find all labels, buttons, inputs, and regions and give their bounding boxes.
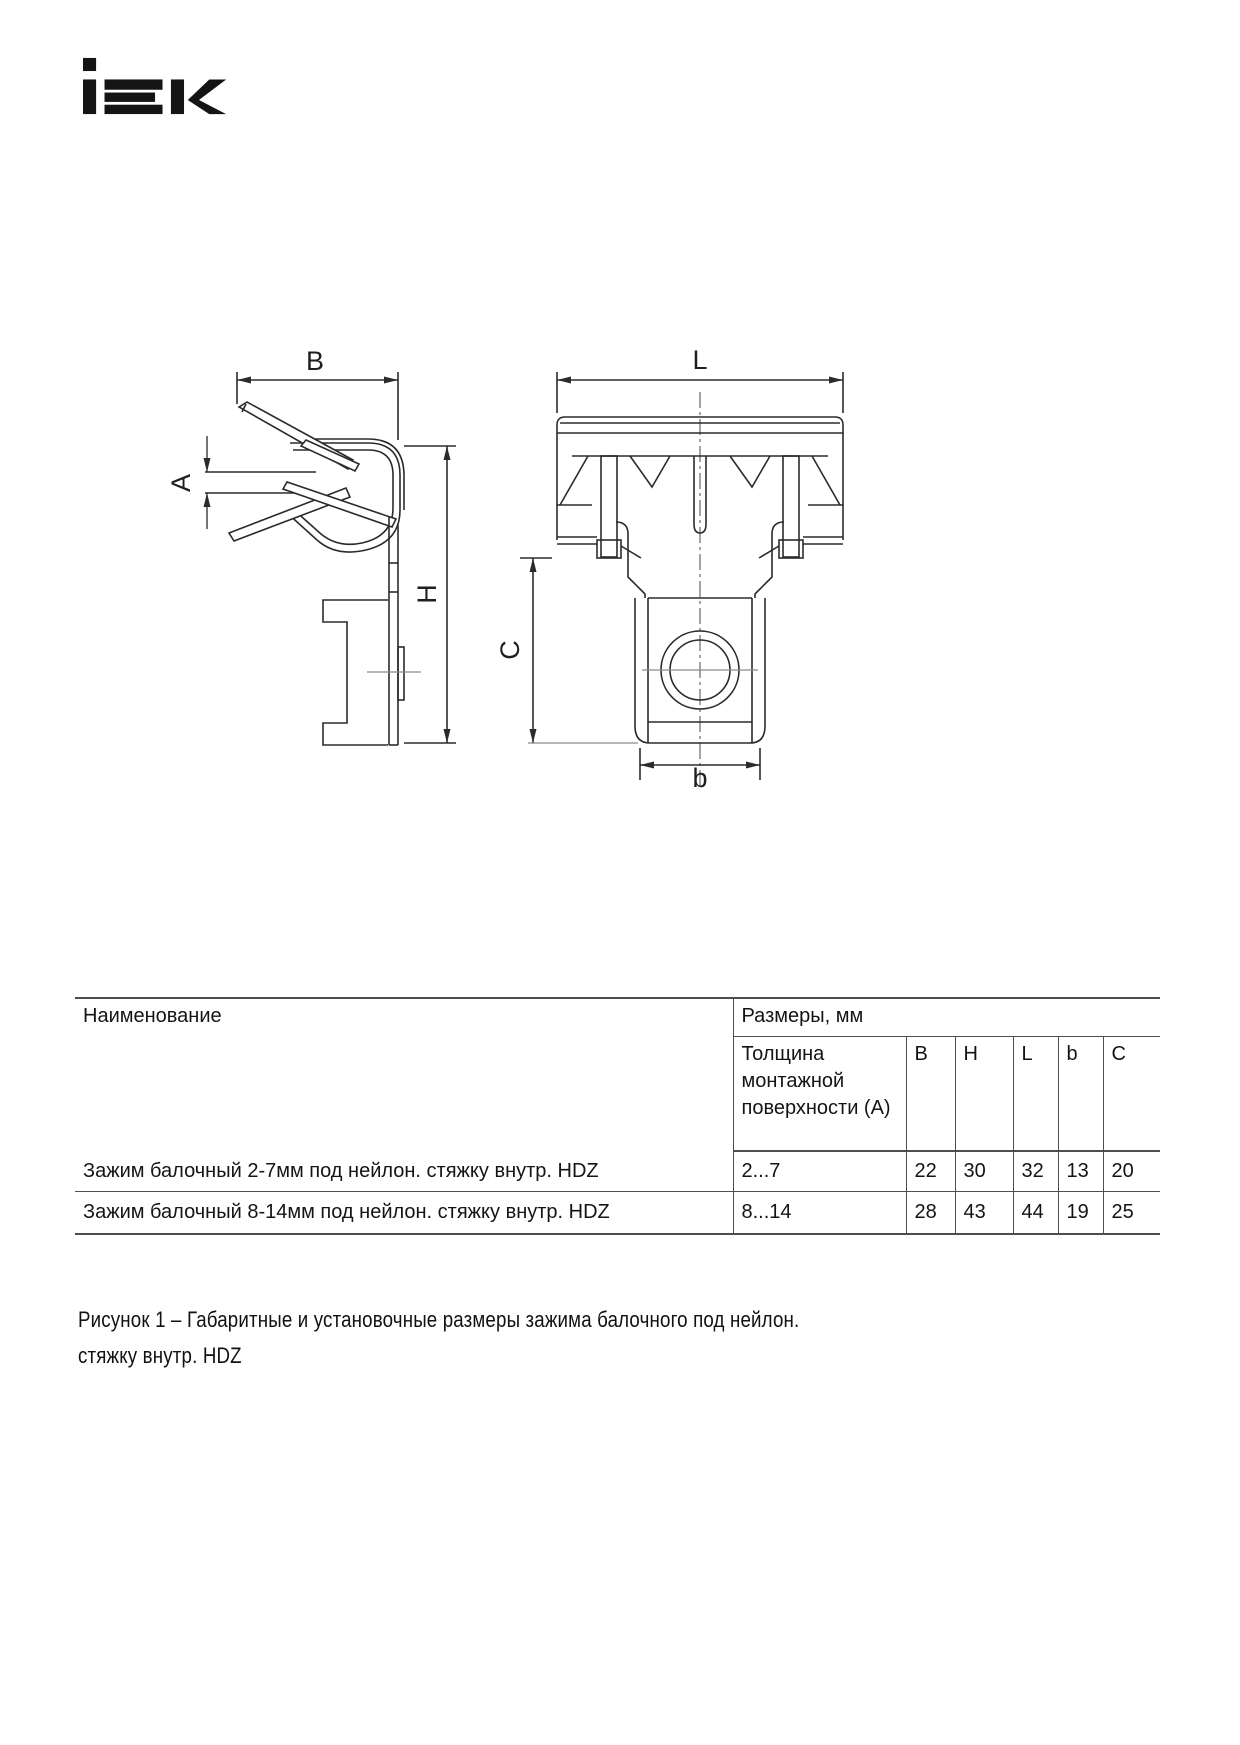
- cell-L: 32: [1013, 1151, 1058, 1191]
- cell-B: 22: [906, 1151, 955, 1191]
- dim-label-L: L: [692, 345, 708, 375]
- figure-caption: [78, 1302, 996, 1374]
- cell-B: 28: [906, 1191, 955, 1234]
- dimension-arrows: [204, 377, 451, 744]
- side-view-drawing: [150, 290, 470, 760]
- dim-label-C: C: [495, 640, 525, 660]
- col-header-B: B: [906, 1036, 955, 1151]
- col-header-thickness: Толщина монтажной поверхности (А): [733, 1036, 906, 1151]
- cell-L: 44: [1013, 1191, 1058, 1234]
- dimensions-table: [75, 997, 1160, 1235]
- row-name: Зажим балочный 2-7мм под нейлон. стяжку внутр. HDZ: [75, 1151, 733, 1191]
- cell-H: 43: [955, 1191, 1013, 1234]
- centerlines: [528, 670, 758, 743]
- dim-label-B: B: [305, 346, 325, 376]
- cell-thickness: 2...7: [733, 1151, 906, 1191]
- front-view-lines: [520, 372, 843, 780]
- col-header-H: H: [955, 1036, 1013, 1151]
- cell-thickness: 8...14: [733, 1191, 906, 1234]
- dim-label-b: b: [692, 763, 708, 793]
- dim-label-H: H: [412, 584, 442, 604]
- front-view-drawing: [490, 290, 860, 805]
- iek-logo-glyphs: [83, 58, 226, 114]
- dimension-arrows: [530, 377, 844, 769]
- cell-b: 19: [1058, 1191, 1103, 1234]
- cell-C: 20: [1103, 1151, 1160, 1191]
- dim-label-A: A: [166, 473, 196, 493]
- table-wrapper: [75, 997, 1160, 1235]
- cell-H: 30: [955, 1151, 1013, 1191]
- cell-b: 13: [1058, 1151, 1103, 1191]
- iek-logo: [83, 57, 228, 115]
- col-header-C: C: [1103, 1036, 1160, 1151]
- cell-C: 25: [1103, 1191, 1160, 1234]
- caption-line1: Рисунок 1 – Габаритные и установочные размеры зажима балочного под нейлон.: [78, 1307, 800, 1332]
- col-header-sizes: Размеры, мм: [733, 998, 1160, 1036]
- col-header-name: Наименование: [83, 1005, 222, 1027]
- side-view-lines: [205, 372, 456, 745]
- caption-line2: стяжку внутр. HDZ: [78, 1343, 242, 1368]
- row-name: Зажим балочный 8-14мм под нейлон. стяжку внутр. HDZ: [75, 1191, 733, 1234]
- col-header-b: b: [1058, 1036, 1103, 1151]
- col-header-L: L: [1013, 1036, 1058, 1151]
